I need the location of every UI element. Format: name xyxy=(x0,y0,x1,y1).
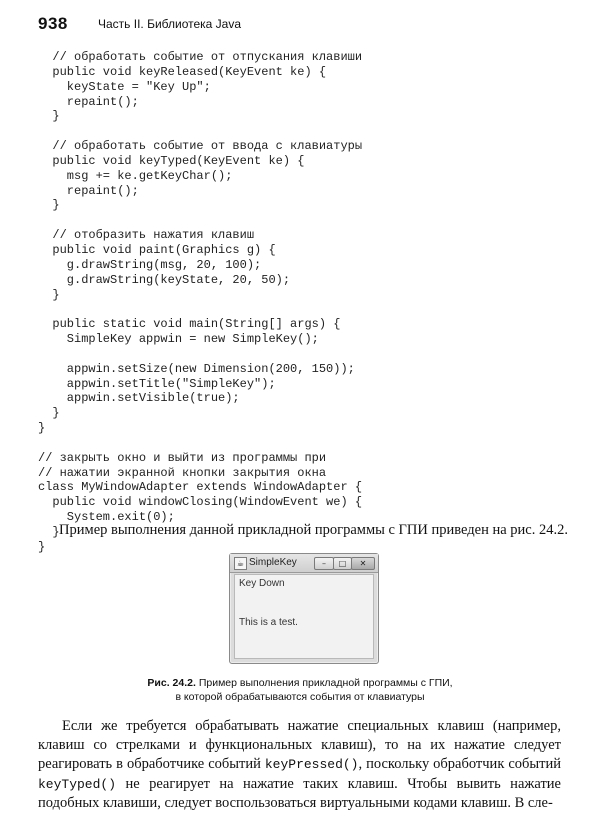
app-window-screenshot xyxy=(229,553,379,664)
code-line xyxy=(38,347,362,362)
code-line: public void windowClosing(WindowEvent we) { xyxy=(38,495,363,510)
inline-code-keytyped: keyTyped() xyxy=(38,776,117,792)
code-line xyxy=(38,213,362,228)
code-line: g.drawString(msg, 20, 100); xyxy=(38,257,262,272)
maximize-icon[interactable]: □ xyxy=(333,557,352,570)
code-line: keyState = "Key Up"; xyxy=(38,79,211,94)
code-line: repaint(); xyxy=(38,183,139,198)
body-text-2: , поскольку обработчик событий xyxy=(358,756,561,773)
window-title: SimpleKey xyxy=(249,557,297,568)
page-header xyxy=(38,14,242,34)
code-line: public void keyTyped(KeyEvent ke) { xyxy=(38,153,305,168)
intro-paragraph: Пример выполнения данной прикладной программы с ГПИ приведен на рис. 24.2. xyxy=(59,522,568,538)
code-line: g.drawString(keyState, 20, 50); xyxy=(38,272,291,287)
page-number: 938 xyxy=(38,14,68,33)
code-line: // обработать событие от ввода с клавиатуры xyxy=(38,139,363,154)
running-title: Часть II. Библиотека Java xyxy=(98,17,242,31)
inline-code-keypressed: keyPressed() xyxy=(264,757,359,773)
figure-caption xyxy=(0,676,600,704)
code-line: appwin.setTitle("SimpleKey"); xyxy=(38,376,276,391)
code-line: // нажатии экранной кнопки закрытия окна xyxy=(38,465,327,480)
body-text-1: Если же требуется обрабатывать нажатие специальных клавиш (например, клавиш со стрелками и функциональных клавиш), то на их нажатие следует реагировать в обработчике событий xyxy=(38,718,561,773)
code-line: // отобразить нажатия клавиш xyxy=(38,228,255,243)
code-line: } xyxy=(38,539,46,554)
code-line: class MyWindowAdapter extends WindowAdapter { xyxy=(38,480,363,495)
code-line: appwin.setVisible(true); xyxy=(38,391,240,406)
key-state-text: Key Down xyxy=(239,578,285,589)
code-line: msg += ke.getKeyChar(); xyxy=(38,168,233,183)
code-line: // закрыть окно и выйти из программы при xyxy=(38,450,327,465)
body-paragraph xyxy=(38,717,561,813)
code-line: System.exit(0); xyxy=(38,510,175,525)
code-line: } xyxy=(38,109,60,124)
code-line: public void keyReleased(KeyEvent ke) { xyxy=(38,64,327,79)
minimize-icon[interactable]: – xyxy=(314,557,334,570)
code-line: } xyxy=(38,406,60,421)
code-line xyxy=(38,302,362,317)
code-line: } xyxy=(38,287,60,302)
close-icon[interactable]: ✕ xyxy=(351,557,375,570)
window-titlebar xyxy=(230,554,378,573)
java-app-icon: ☕ xyxy=(234,557,247,570)
code-line xyxy=(38,436,362,451)
code-line: repaint(); xyxy=(38,94,139,109)
caption-line-2: в которой обрабатываются события от клавиатуры xyxy=(175,691,425,703)
code-line: // обработать событие от отпускания клавиши xyxy=(38,50,363,64)
code-line xyxy=(38,124,362,139)
code-line: public void paint(Graphics g) { xyxy=(38,242,276,257)
code-line: } xyxy=(38,525,60,539)
body-text-3: не реагирует на нажатие таких клавиш. Чтобы вывить нажатие подобных клавиши, следует воспользоваться виртуальными кодами клавиш. В сле- xyxy=(38,775,561,811)
code-line: } xyxy=(38,421,46,436)
figure-label: Рис. 24.2. xyxy=(147,677,196,689)
code-line: } xyxy=(38,198,60,213)
code-line: SimpleKey appwin = new SimpleKey(); xyxy=(38,332,319,347)
code-line: public static void main(String[] args) { xyxy=(38,317,341,332)
code-line: appwin.setSize(new Dimension(200, 150)); xyxy=(38,361,355,376)
message-text: This is a test. xyxy=(239,617,298,628)
window-client-area xyxy=(234,574,374,659)
code-listing xyxy=(38,50,362,555)
caption-line-1: Пример выполнения прикладной программы с ГПИ, xyxy=(198,677,453,689)
